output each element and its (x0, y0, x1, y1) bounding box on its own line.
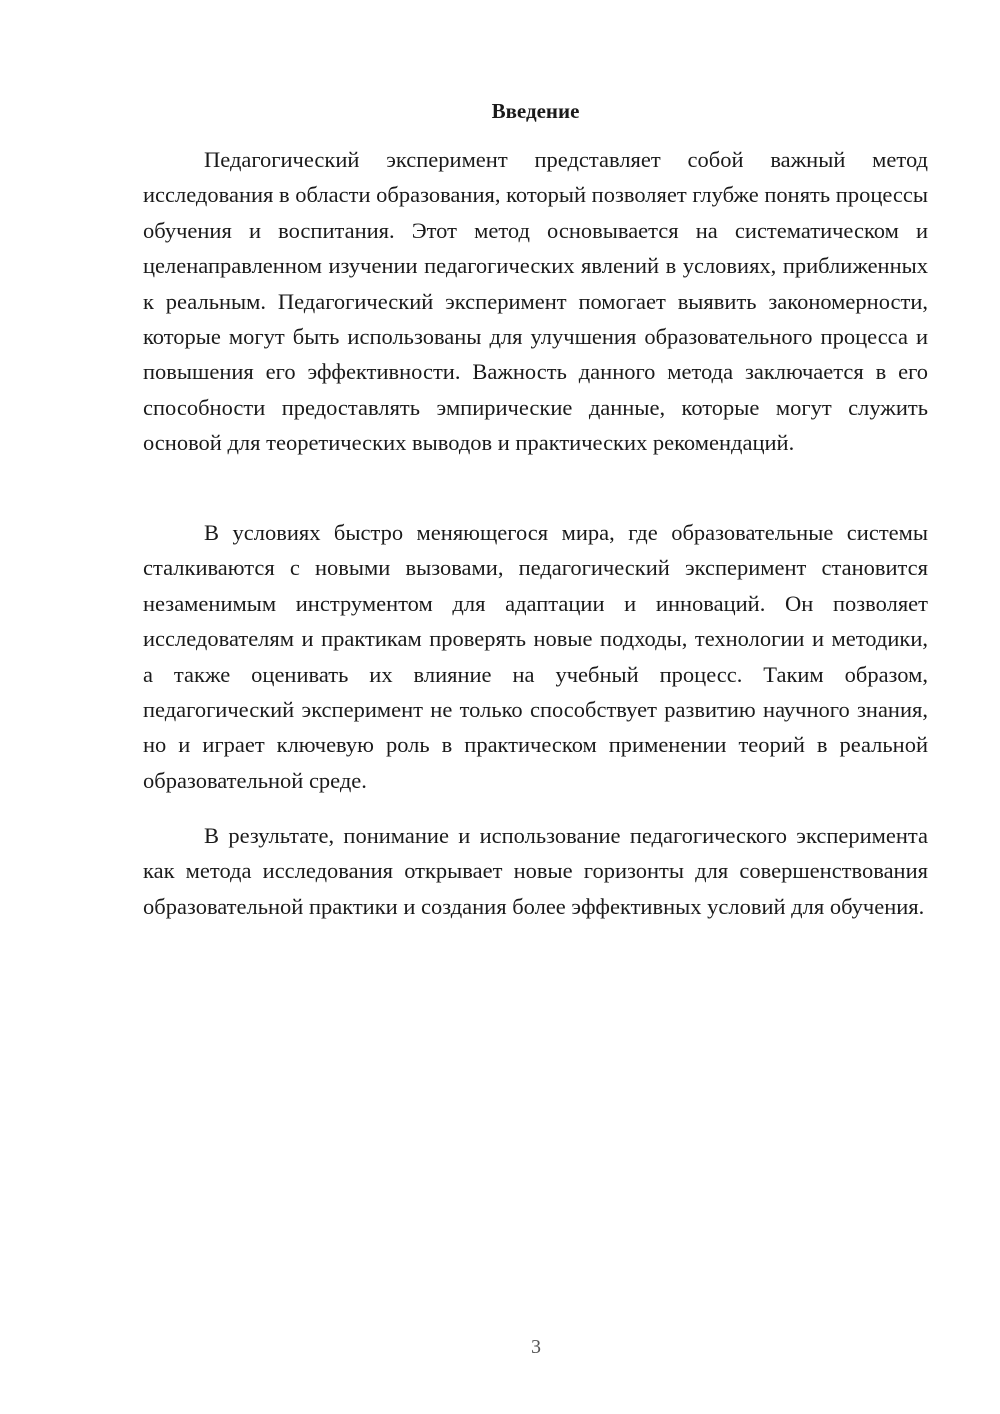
page-number: 3 (531, 1336, 541, 1358)
body-paragraph: В результате, понимание и использование педагогического эксперимента как метода исследования открывает новые горизонты для совершенствования образовательной практики и создания более эффективных условий для обучения. (143, 823, 928, 919)
section-heading: Введение (491, 99, 580, 123)
body-paragraph: В условиях быстро меняющегося мира, где образовательные системы сталкиваются с новыми вызовами, педагогический эксперимент становится незаменимым инструментом для адаптации и инноваций. Он позволяет исследователям и практикам проверять новые подходы, технологии и методики, а также оценивать их влияние на учебный процесс. Таким образом, педагогический эксперимент не только способствует развитию научного знания, но и играет ключевую роль в практическом применении теорий в реальной образовательной среде. (143, 520, 928, 793)
body-paragraph: Педагогический эксперимент представляет собой важный метод исследования в области образования, который позволяет глубже понять процессы обучения и воспитания. Этот метод основывается на систематическом и целенаправленном изучении педагогических явлений в условиях, приближенных к реальным. Педагогический эксперимент помогает выявить закономерности, которые могут быть использованы для улучшения образовательного процесса и повышения его эффективности. Важность данного метода заключается в его способности предоставлять эмпирические данные, которые могут служить основой для теоретических выводов и практических рекомендаций. (143, 147, 928, 456)
